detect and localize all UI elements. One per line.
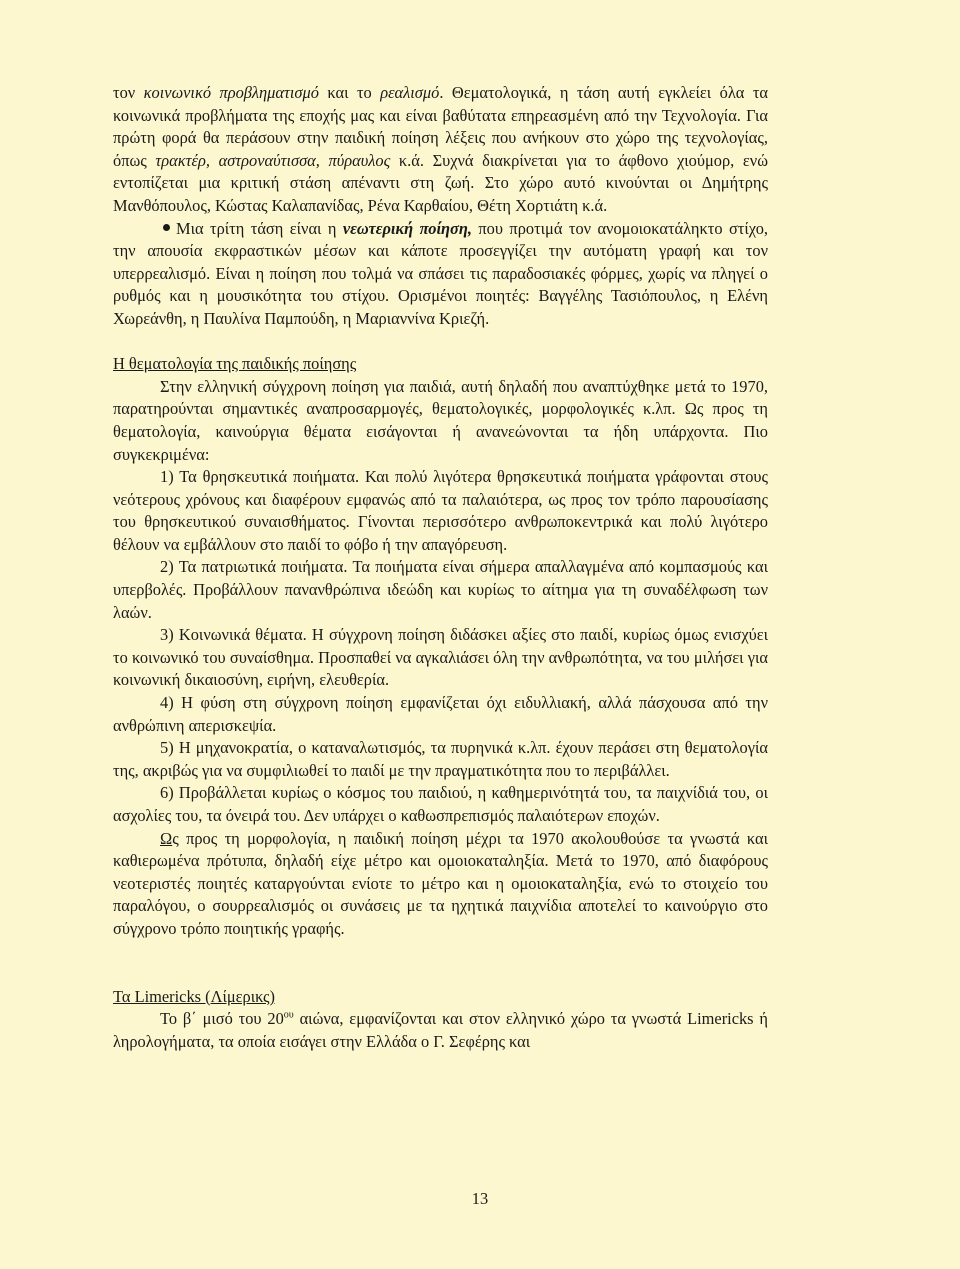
list-item-childs-world: 6) Προβάλλεται κυρίως ο κόσμος του παιδιού, η καθημερινότητά του, τα παιχνίδιά του, οι ασχολίες του, τα όνειρά του. Δεν υπάρχει ο καθωσπρεπισμός παλαιότερων εποχών. — [113, 783, 768, 825]
spacer — [113, 963, 768, 986]
bullet-icon — [163, 224, 170, 231]
paragraph-trends: τον κοινωνικό προβληματισμό και το ρεαλισμό. Θεματολογικά, η τάση αυτή εγκλείει όλα τα κοινωνικά προβλήματα της εποχής μας και είναι βαθύτατα επηρεασμένη από την Τεχνολογία. Για πρώτη φορά θα περάσουν στην παιδική ποίηση λέξεις που ανήκουν στο χώρο της τεχνολογίας, όπως τρακτέρ, αστροναύτισσα, πύραυλος κ.ά. Συχνά διακρίνεται για το άφθονο χιούμορ, ενώ εντοπίζεται μια κριτική στάση απέναντι στη ζωή. Στο χώρο αυτό κινούνται οι Δημήτρης Μανθόπουλος, Κώστας Καλαπανίδας, Ρένα Καρθαίου, Θέτη Χορτιάτη κ.ά. — [113, 83, 768, 215]
paragraph-morphology: Ως προς τη μορφολογία, η παιδική ποίηση μέχρι τα 1970 ακολουθούσε τα γνωστά και καθιερωμένα πρότυπα, δηλαδή είχε μέτρο και ομοιοκαταληξία. Μετά το 1970, από διαφόρους νεοτεριστές ποιητές καταργούνται ενίοτε το μέτρο και η ομοιοκαταληξία, ενώ το στοιχείο του παραλόγου, ο σουρρεαλισμός οι συνάσεις με τα ηχητικά παιχνίδια αποτελεί το καινούργιο στο σύγχρονο τρόπο ποιητικής γραφής. — [113, 828, 768, 938]
spacer — [113, 941, 768, 964]
paragraph-intro: Στην ελληνική σύγχρονη ποίηση για παιδιά, αυτή δηλαδή που αναπτύχθηκε μετά το 1970, παρατηρούνται σημαντικές αναπροσαρμογές, θεματολογικές, μορφολογικές κ.λπ. Ως προς τη θεματολογία, καινούργια θέματα εισάγονται ή ανανεώνονται τα ήδη υπάρχοντα. Πιο συγκεκριμένα: — [113, 376, 768, 464]
page-number: 13 — [471, 1189, 489, 1208]
list-item-social: 3) Κοινωνικά θέματα. Η σύγχρονη ποίηση διδάσκει αξίες στο παιδί, κυρίως όμως ενισχύει το κοινωνικό του συναίσθημα. Προσπαθεί να αγκαλιάσει όλη την ανθρωπότητα, να του μιλήσει για κοινωνική δικαιοσύνη, ειρήνη, ελευθερία. — [113, 625, 768, 690]
list-item-patriotic: 2) Τα πατριωτικά ποιήματα. Τα ποιήματα είναι σήμερα απαλλαγμένα από κομπασμούς και υπερβολές. Προβάλλουν πανανθρώπινα ιδεώδη και κυρίως το αίτημα για τη συναδέλφωση των λαών. — [113, 557, 768, 622]
list-item-mechanization: 5) Η μηχανοκρατία, ο καταναλωτισμός, τα πυρηνικά κ.λπ. έχουν περάσει στη θεματολογία της, ακριβώς για να συμφιλιωθεί το παιδί με την πραγματικότητα που το περιβάλλει. — [113, 738, 768, 780]
list-item-nature: 4) Η φύση στη σύγχρονη ποίηση εμφανίζεται όχι ειδυλλιακή, αλλά πάσχουσα από την ανθρώπινη απερισκεψία. — [113, 693, 768, 735]
paragraph-limericks: Το β΄ μισό του $20^{o\upsilon}$ αιώνα, εμφανίζονται και στον ελληνικό χώρο τα γνωστά Limericks ή ληρολογήματα, τα οποία εισάγει στην Ελλάδα ο Γ. Σεφέρης και — [113, 1009, 768, 1051]
section-heading-thematology: Η θεματολογία της παιδικής ποίησης — [113, 354, 357, 374]
bullet-paragraph-modernist: Μια τρίτη τάση είναι η νεωτερική ποίηση, που προτιμά τον ανομοιοκατάληκτο στίχο, την απουσία εκφραστικών μέσων και κάποτε προσεγγίζει την αυτόματη γραφή και τον υπερρεαλισμό. Είναι η ποίηση που τολμά να σπάσει τις παραδοσιακές φόρμες, χωρίς να πληγεί ο ρυθμός και η μουσικότητα του στίχου. Ορισμένοι ποιητές: Βαγγέλης Τασιόπουλος, η Ελένη Χωρεάνθη, η Παυλίνα Παμπούδη, η Μαριαννίνα Κριεζή. — [113, 218, 769, 328]
spacer — [113, 331, 768, 354]
section-heading-limericks: Τα Limericks (Λίμερικς) — [113, 986, 275, 1006]
list-item-religious: 1) Τα θρησκευτικά ποιήματα. Και πολύ λιγότερα θρησκευτικά ποιήματα γράφονται στους νεότερους χρόνους και διαφέρουν εμφανώς από τα παλαιότερα, ως προς τον τρόπο παρουσίασης του θρησκευτικού συναισθήματος. Γίνονται περισσότερο ανθρωποκεντρικά και πολύ λιγότερο θέλουν να εμβάλλουν στο παιδί το φόβο ή την απαγόρευση. — [113, 467, 768, 554]
